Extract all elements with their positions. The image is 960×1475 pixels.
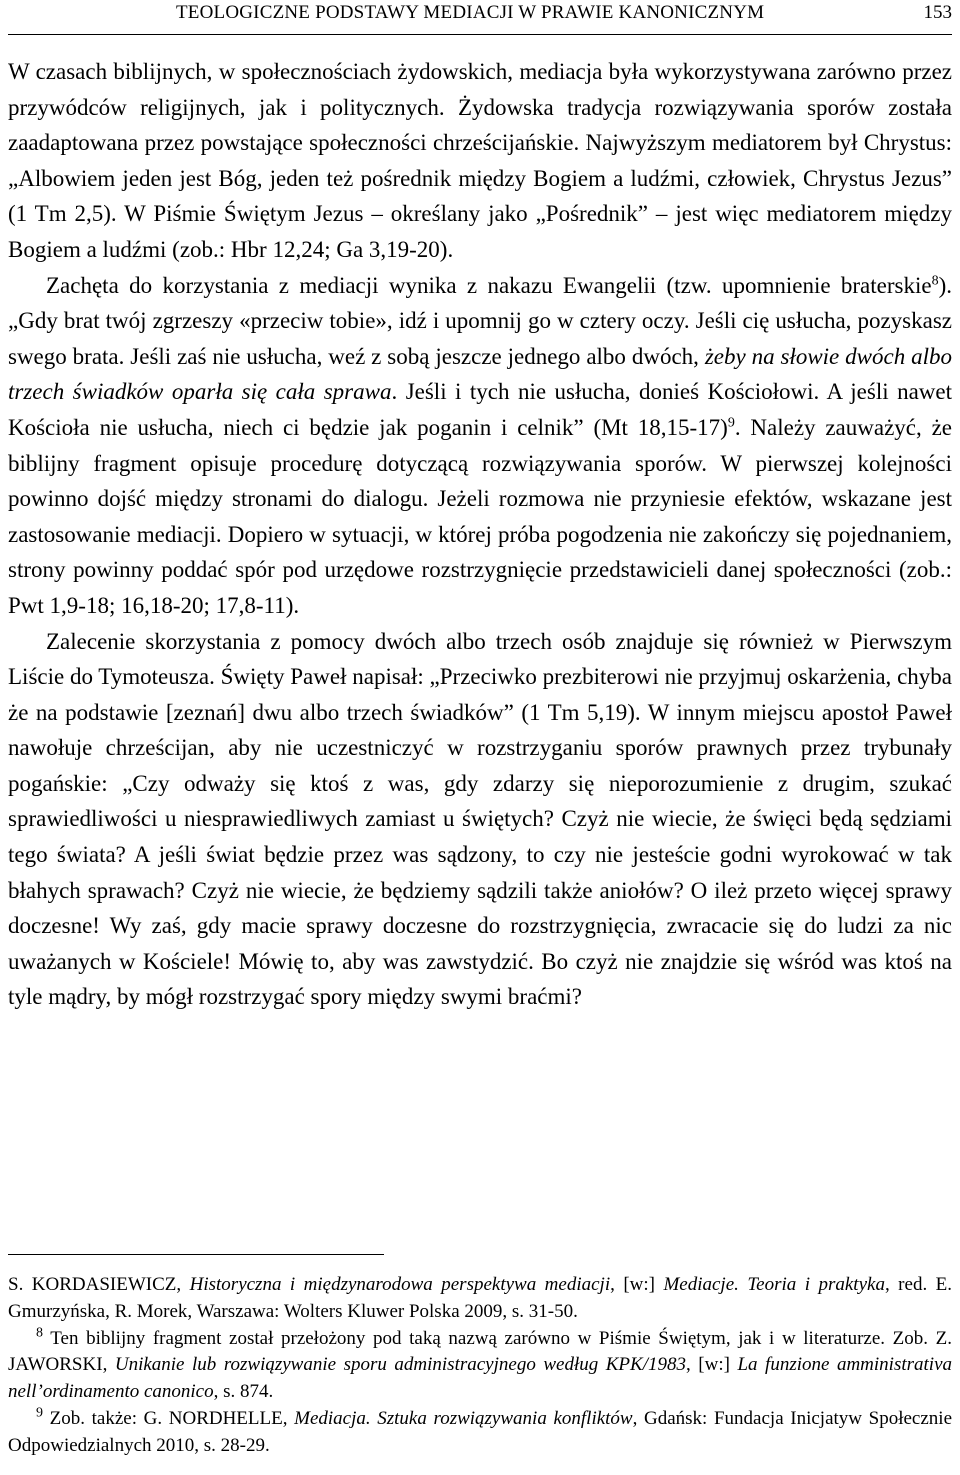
fn-text: , [102,1354,115,1376]
header-rule [8,34,952,35]
fn-book: Mediacje. Teoria i praktyka [663,1274,885,1295]
fn-text: , [w:] [686,1354,738,1376]
fn-author: J [8,1354,16,1376]
paragraph-1 [8,54,952,268]
fn-author: ORDASIEWICZ [45,1274,177,1295]
paragraph-text: Zachęta do korzystania z mediacji wynika z nakazu Ewangelii (tzw. upomnienie braterskie [46,272,932,298]
paragraph-3 [8,624,952,1016]
paragraph-text: Zalecenie skorzystania z pomocy dwóch albo trzech osób znajduje się również w Pierwszym Liście do Tymoteusza. Święty Paweł napisał: „Przeciwko prezbiterowi nie przyjmuj oskarżenia, chyba że na podstawie [zeznań] dwu albo trzech świadków” (1 Tm 5,19). W innym miejscu apostoł Paweł nawołuje chrześcijan, aby nie uczestniczyć w rozstrzyganiu sporów prawnych przez trybunały pogańskie: „Czy odważy się ktoś z was, gdy zdarzy się nieporozumienie z drugim, szukać sprawiedliwości u niesprawiedliwych zamiast u świętych? Czyż nie wiecie, że święci będą sędziami tego świata? A jeśli świat będzie przez was sądzony, to czy nie jesteście godni wyrokować w tak błahych sprawach? Czyż nie wiecie, że będziemy sądzili także aniołów? O ileż przeto więcej sprawy doczesne! Wy zaś, gdy macie sprawy doczesne do rozstrzygnięcia, zwracacie się do ludzi za nic uważanych w Kościele! Mówię to, aby was zawstydzić. Bo czyż nie znajdzie się wśród was ktoś na tyle mądry, by mógł rozstrzygać spory między swymi braćmi? [8,628,952,1010]
paragraph-text: ). „Gdy brat twój zgrzeszy «przeciw tobie», idź i upomnij go w cztery oczy. Jeśli cię usłucha, pozyskasz swego brata. Jeśli zaś nie usłucha, weź z sobą jeszcze jednego albo dwóch, [8,272,952,369]
italic-quote: żeby na słowie dwóch albo trzech świadków oparła się cała sprawa [8,343,952,405]
footnote-number: 9 [36,1405,43,1421]
fn-text: , s. 874. [213,1381,274,1403]
fn-author: K [31,1274,46,1295]
fn-text: Ten biblijny fragment został przełożony pod taką nazwą zarówno w Piśmie Świętym, jak i w literaturze. Zob. Z. [43,1327,952,1349]
footnote-ref-8[interactable]: 8 [931,272,939,288]
footnote-ref-9[interactable]: 9 [727,415,735,431]
fn-book: La funzione amministrativa nell’ordinamento canonico [8,1354,953,1403]
fn-author: ORDHELLE [182,1407,283,1429]
footnotes [8,1272,952,1460]
paragraph-2 [8,268,952,624]
fn-text: , [w:] [610,1274,664,1295]
running-title: TEOLOGICZNE PODSTAWY MEDIACJI W PRAWIE KANONICZNYM [176,2,765,23]
fn-author: AWORSKI [15,1354,103,1376]
fn-text: Zob. także: G. [43,1407,169,1429]
running-header [0,0,960,30]
fn-text: , Gdańsk: Fundacja Inicjatyw Społecznie Odpowiedzialnych 2010, s. 28-29. [8,1407,953,1456]
footnote-8 [8,1326,952,1406]
footnote-9 [8,1406,952,1460]
paragraph-text: . Jeśli i tych nie usłucha, donieś Kościołowi. A jeśli nawet Kościoła nie usłucha, niech ci będzie jak poganin i celnik” (Mt 18,15-17) [8,379,953,440]
footnote-rule [8,1254,384,1255]
page-number: 153 [923,2,952,23]
fn-title: Unikanie lub rozwiązywanie sporu administracyjnego według KPK/1983 [114,1354,686,1376]
fn-text: S. [8,1274,32,1295]
footnote-continuation [8,1272,952,1326]
fn-title: Mediacja. Sztuka rozwiązywania konfliktów [294,1407,633,1429]
fn-text: , red. E. Gmurzyńska, R. Morek, Warszawa: Wolters Kluwer Polska 2009, s. 31-50. [8,1274,953,1322]
fn-text: , [282,1407,295,1429]
paragraph-text: W czasach biblijnych, w społecznościach żydowskich, mediacja była wykorzystywana zarówno przez przywódców religijnych, jak i politycznych. Żydowska tradycja rozwiązywania sporów została zaadaptowana przez powstające społeczności chrześcijańskie. Najwyższym mediatorem był Chrystus: „Albowiem jeden jest Bóg, jeden też pośrednik między Bogiem a ludźmi, człowiek, Chrystus Jezus” (1 Tm 2,5). W Piśmie Świętym Jezus – określany jako „Pośrednik” – jest więc mediatorem między Bogiem a ludźmi (zob.: Hbr 12,24; Ga 3,19-20). [8,59,952,262]
paragraph-text: . Należy zauważyć, że biblijny fragment opisuje procedurę dotyczącą rozwiązywania sporów. W pierwszej kolejności powinno dojść między stronami do dialogu. Jeżeli rozmowa nie przyniesie efektów, wskazane jest zastosowanie mediacji. Dopiero w sytuacji, w której próba pogodzenia nie zakończy się pojednaniem, strony powinny poddać spór pod urzędowe rozstrzygnięcie przedstawicieli danej społeczności (zob.: Pwt 1,9-18; 16,18-20; 17,8-11). [8,414,952,618]
footnote-number: 8 [36,1325,43,1341]
fn-author: N [168,1407,183,1429]
fn-title: Historyczna i międzynarodowa perspektywa mediacji [189,1274,611,1295]
main-text [8,54,952,1015]
fn-text: , [176,1274,190,1295]
